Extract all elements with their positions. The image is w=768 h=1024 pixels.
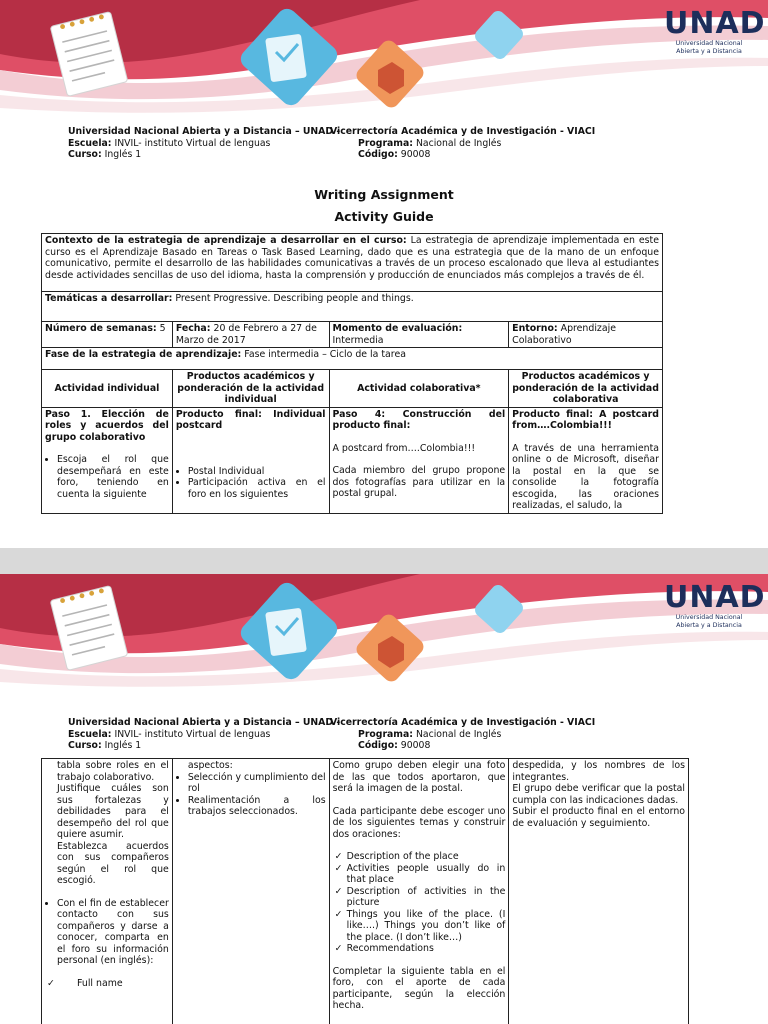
contexto-text: La estrategia de aprendizaje implementada en este curso es el Aprendizaje Basado en Tareas o Task Based Learning, dado que es una estrategia que de la mano de un enfoque comunicativo, permite el desarrollo de las habilidades comunicativas a través de un proceso escalonado que lleva al estudiantes desde actividades sencillas de uso del idioma, hasta la comprensión y producción de enunciados más complejos a través de él. <box>45 235 660 281</box>
curso-label: Curso: <box>68 740 102 751</box>
escuela-value: INVIL- instituto Virtual de lenguas <box>114 728 271 740</box>
escuela-label: Escuela: <box>68 137 112 149</box>
producto-colaborativo-text-1: despedida, y los nombres de los integrantes. <box>512 760 685 783</box>
momento-value: Intermedia <box>332 334 384 346</box>
codigo-value: 90008 <box>400 740 431 751</box>
programa-label: Programa: <box>358 728 413 740</box>
logo-line-1: Universidad Nacional <box>675 40 743 47</box>
semanas-cell <box>42 322 173 348</box>
activity-table-page-2 <box>41 758 689 1024</box>
header-banner <box>0 574 768 692</box>
checklist-item: ✓ Recommendations <box>347 943 506 955</box>
escuela-value: INVIL- instituto Virtual de lenguas <box>114 137 271 149</box>
vicerrectoria-name: Vicerrectoría Académica y de Investigación - VIACI <box>330 126 596 137</box>
paso-1-cell <box>42 407 173 513</box>
producto-colaborativo-continued-cell <box>509 759 689 1024</box>
momento-label: Momento de evaluación: <box>332 323 463 334</box>
codigo-label: Código: <box>358 740 398 751</box>
paso-4-text-1: Como grupo deben elegir una foto de las que todos aportaron, que será la imagen de la postal. <box>332 760 506 794</box>
producto-colaborativo-text: A través de una herramienta online o de Microsoft, diseñar la postal en la que se consolide la fotografía escogida, las oraciones realizadas, el saludo, la <box>512 442 659 511</box>
title-activity-guide: Activity Guide <box>334 209 434 224</box>
producto-colaborativo-text-2: El grupo debe verificar que la postal cumpla con las indicaciones dadas. <box>512 783 685 806</box>
logo-mark: UNAD <box>664 580 766 615</box>
codigo-value: 90008 <box>400 149 431 160</box>
escuela-label: Escuela: <box>68 728 112 740</box>
producto-individual-title: Producto final: Individual postcard <box>175 408 326 431</box>
document-header <box>68 126 728 161</box>
paso-4-cell <box>329 407 509 513</box>
fase-value: Fase intermedia – Ciclo de la tarea <box>244 349 406 360</box>
producto-individual-continued-cell <box>172 759 329 1024</box>
logo-mark: UNAD <box>664 6 766 41</box>
producto-colaborativo-cell <box>509 407 663 513</box>
list-item: • Participación activa en el foro en los siguientes <box>188 477 326 500</box>
paso-4-text: Cada miembro del grupo propone dos fotografías para utilizar en la postal grupal. <box>332 465 506 499</box>
page-2 <box>0 574 768 1024</box>
curso-value: Inglés 1 <box>104 740 142 751</box>
tematicas-text: Present Progressive. Describing people and things. <box>175 293 414 304</box>
tematicas-cell <box>42 292 663 322</box>
checklist-item: ✓ Description of the place <box>347 851 506 863</box>
entorno-value: Aprendizaje Colaborativo <box>512 323 616 346</box>
momento-cell <box>329 322 509 348</box>
paso-4-title: Paso 4: Construcción del producto final: <box>332 408 506 431</box>
producto-colaborativo-title: Producto final: A postcard from….Colombia!!! <box>512 408 659 431</box>
checklist-item: ✓ Things you like of the place. (I like….) Things you don’t like of the place. (I don’t like…) <box>347 909 506 944</box>
activity-table-page-1 <box>41 233 663 514</box>
title-writing-assignment: Writing Assignment <box>314 187 454 202</box>
unad-logo <box>664 580 766 630</box>
programa-value: Nacional de Inglés <box>415 137 502 149</box>
list-item: • Con el fin de establecer contacto con sus compañeros y darse a conocer, comparta en el foro su información personal (en inglés): <box>57 898 169 967</box>
curso-label: Curso: <box>68 149 102 160</box>
fase-label: Fase de la estrategia de aprendizaje: <box>45 349 242 360</box>
list-item: • Selección y cumplimiento del rol <box>188 772 326 795</box>
contexto-cell <box>42 234 663 292</box>
col-header-actividad-individual: Actividad individual <box>42 370 173 408</box>
list-item: tabla sobre roles en el trabajo colaborativo. <box>57 760 169 783</box>
logo-line-1: Universidad Nacional <box>675 614 743 621</box>
list-item: • Postal Individual <box>188 466 326 478</box>
fecha-cell <box>172 322 329 348</box>
checklist-item: ✓ Description of activities in the picture <box>347 886 506 909</box>
fase-cell <box>42 348 663 370</box>
unad-logo <box>664 6 766 56</box>
header-banner <box>0 0 768 118</box>
entorno-label: Entorno: <box>512 323 558 334</box>
col-header-productos-individual: Productos académicos y ponderación de la actividad individual <box>172 370 329 408</box>
curso-value: Inglés 1 <box>104 149 142 160</box>
codigo-label: Código: <box>358 149 398 160</box>
page-separator <box>0 548 768 574</box>
list-item: • Realimentación a los trabajos seleccionados. <box>188 795 326 818</box>
checklist-item: ✓ Full name <box>59 978 169 990</box>
fecha-label: Fecha: <box>175 323 211 334</box>
university-name: Universidad Nacional Abierta y a Distancia – UNAD - <box>68 717 341 728</box>
document-header <box>68 717 728 752</box>
contexto-label: Contexto de la estrategia de aprendizaje a desarrollar en el curso: <box>45 235 407 246</box>
col-header-actividad-colaborativa: Actividad colaborativa* <box>329 370 509 408</box>
aspectos-text: aspectos: <box>187 760 233 771</box>
logo-line-2: Abierta y a Distancia <box>676 48 742 55</box>
col-header-productos-colaborativa: Productos académicos y ponderación de la actividad colaborativa <box>509 370 663 408</box>
paso-4-text-2: Cada participante debe escoger uno de los siguientes temas y construir dos oraciones: <box>332 805 506 840</box>
postcard-heading: A postcard from….Colombia!!! <box>332 442 476 454</box>
list-item: Justifique cuáles son sus fortalezas y debilidades para el desempeño del rol que quiere asumir. <box>57 783 169 840</box>
paso-1-continued-cell <box>42 759 173 1024</box>
vicerrectoria-name: Vicerrectoría Académica y de Investigación - VIACI <box>330 717 596 728</box>
paso-1-title: Paso 1. Elección de roles y acuerdos del grupo colaborativo <box>45 408 169 443</box>
programa-value: Nacional de Inglés <box>415 728 502 740</box>
paso-4-continued-cell <box>329 759 509 1024</box>
list-item: Establezca acuerdos con sus compañeros según el rol que escogió. <box>57 840 169 886</box>
logo-line-2: Abierta y a Distancia <box>676 622 742 629</box>
tematicas-label: Temáticas a desarrollar: <box>45 293 173 304</box>
university-name: Universidad Nacional Abierta y a Distancia – UNAD - <box>68 126 341 137</box>
producto-individual-cell <box>172 407 329 513</box>
fecha-value: 20 de Febrero a 27 de Marzo de 2017 <box>175 323 317 346</box>
producto-colaborativo-text-3: Subir el producto final en el entorno de evaluación y seguimiento. <box>512 806 685 829</box>
checklist-item: ✓ Activities people usually do in that place <box>347 863 506 886</box>
entorno-cell <box>509 322 663 348</box>
paso-4-text-3: Completar la siguiente tabla en el foro, con el aporte de cada participante, según la elección hecha. <box>332 965 506 1011</box>
list-item: • Escoja el rol que desempeñará en este foro, teniendo en cuenta la siguiente <box>57 454 169 500</box>
semanas-label: Número de semanas: <box>45 323 157 334</box>
programa-label: Programa: <box>358 137 413 149</box>
semanas-value: 5 <box>159 323 166 334</box>
